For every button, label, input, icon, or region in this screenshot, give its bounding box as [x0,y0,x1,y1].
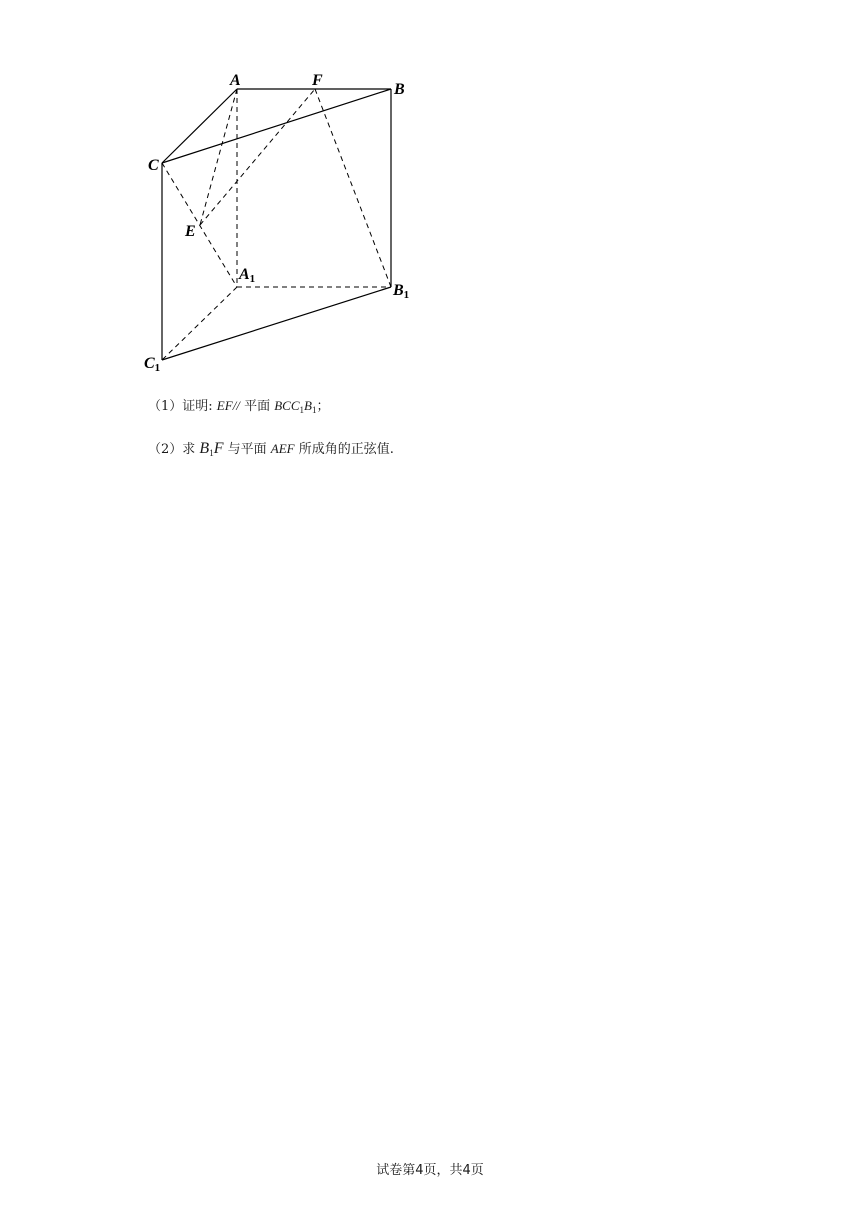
edge-C1B1 [162,287,391,360]
q2-suffix: 所成角的正弦值. [298,442,394,457]
q2-prefix: （2）求 [148,442,196,457]
q1-suffix: ； [316,399,330,414]
label-F: F [312,72,323,89]
edge-CA1 [162,163,237,287]
edge-A1C1 [162,287,237,360]
label-C: C [148,157,159,174]
label-C1: C1 [144,355,161,374]
q1-segment-ef: EF [216,398,233,413]
edge-AC [162,89,237,163]
label-B1: B1 [393,282,410,301]
label-E: E [185,223,196,240]
label-A1: A1 [239,266,256,285]
q2-middle: 与平面 [227,442,267,457]
question-2 [148,440,394,462]
question-1 [148,397,329,419]
q1-parallel-sign: // [232,398,240,413]
q1-plane-word: 平面 [244,399,271,414]
q2-plane-aef: AEF [270,441,295,456]
label-B: B [394,81,405,98]
q2-segment-b1f: $B_1F$ [199,440,224,458]
prism-figure [0,0,860,400]
segment-AE [200,89,237,225]
edge-CB [162,89,391,163]
page-footer: 试卷第4页，共4页 [376,1163,484,1178]
q1-prefix: （1）证明: [148,399,213,414]
segment-FB1 [315,89,391,287]
q1-plane-name: $BCC_1B_1$ [274,398,317,415]
label-A: A [230,72,241,89]
segment-EF [200,89,315,225]
